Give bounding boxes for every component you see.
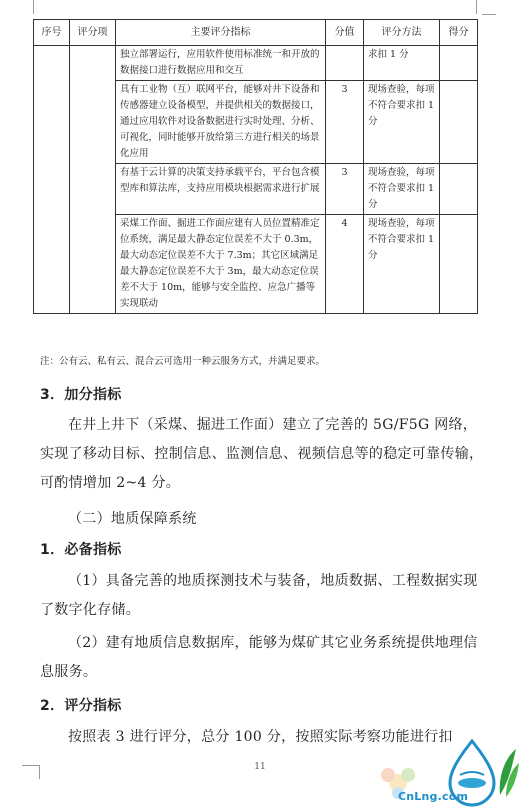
scoring-paragraph: 按照表 3 进行评分，总分 100 分，按照实际考察功能进行扣 — [68, 729, 453, 745]
page-number: 11 — [254, 762, 266, 772]
indicator-cell: 具有工业物（互）联网平台，能够对井下设备和传感器建立设备模型，并提供相关的数据接口，通过应用软件对设备数据进行实时处理、分析、可视化，同时能够开放给第三方进行相关的场景化应用 — [116, 81, 326, 164]
indicator-cell: 独立部署运行，应用软件使用标准统一和开放的数据接口进行数据应用和交互 — [116, 46, 326, 81]
header-method: 评分方法 — [364, 20, 440, 46]
result-cell — [440, 164, 478, 215]
table-row — [34, 46, 478, 81]
indicator-cell: 有基于云计算的决策支持承载平台，平台包含模型库和算法库，支持应用模块根据需求进行扩展 — [116, 164, 326, 215]
header-result: 得分 — [440, 20, 478, 46]
method-cell: 现场查验，每项不符合要求扣 1 分 — [364, 81, 440, 164]
method-cell: 现场查验，每项不符合要求扣 1 分 — [364, 215, 440, 314]
crop-mark-top-left-v — [33, 0, 34, 14]
result-cell — [440, 46, 478, 81]
result-cell — [440, 81, 478, 164]
required-heading: 1．必备指标 — [40, 542, 122, 558]
watermark-text: CnLng.com — [398, 790, 469, 803]
bonus-paragraph: 在井上井下（采煤、掘进工作面）建立了完善的 5G/F5G 网络，实现了移动目标、控制信息、监测信息、视频信息等的稳定可靠传输，可酌情增加 2~4 分。 — [40, 417, 484, 491]
score-cell: 3 — [326, 164, 364, 215]
result-cell — [440, 215, 478, 314]
crop-mark-top-right-h — [482, 14, 496, 15]
scoring-heading: 2．评分指标 — [40, 698, 122, 714]
header-indicator: 主要评分指标 — [116, 20, 326, 46]
score-cell: 4 — [326, 215, 364, 314]
method-cell: 现场查验，每项不符合要求扣 1 分 — [364, 164, 440, 215]
score-cell — [326, 46, 364, 81]
crop-mark-top-right-v — [476, 0, 477, 14]
table-header-row — [34, 20, 478, 46]
leaf-icon — [500, 749, 519, 797]
indicator-cell: 采煤工作面、掘进工作面应建有人员位置精准定位系统，满足最大静态定位误差不大于 0.3m，最大动态定位误差不大于 7.3m；其它区域满足最大静态定位误差不大于 3m，最大动态定位误差不大于 10m，能够与安全监控、应急广播等实现联动 — [116, 215, 326, 314]
score-cell: 3 — [326, 81, 364, 164]
scoring-table — [33, 19, 478, 314]
required-item-2: （2）建有地质信息数据库，能够为煤矿其它业务系统提供地理信息服务。 — [40, 635, 478, 680]
item-cell — [70, 46, 116, 314]
header-item: 评分项 — [70, 20, 116, 46]
header-score: 分值 — [326, 20, 364, 46]
header-seq: 序号 — [34, 20, 70, 46]
section-heading-geology: （二）地质保障系统 — [68, 511, 197, 527]
method-cell: 求扣 1 分 — [364, 46, 440, 81]
required-item-1: （1）具备完善的地质探测技术与装备，地质数据、工程数据实现了数字化存储。 — [40, 573, 478, 618]
bonus-heading: 3．加分指标 — [40, 387, 122, 403]
table-note: 注：公有云、私有云、混合云可选用一种云服务方式，并满足要求。 — [40, 356, 326, 367]
seq-cell — [34, 46, 70, 314]
